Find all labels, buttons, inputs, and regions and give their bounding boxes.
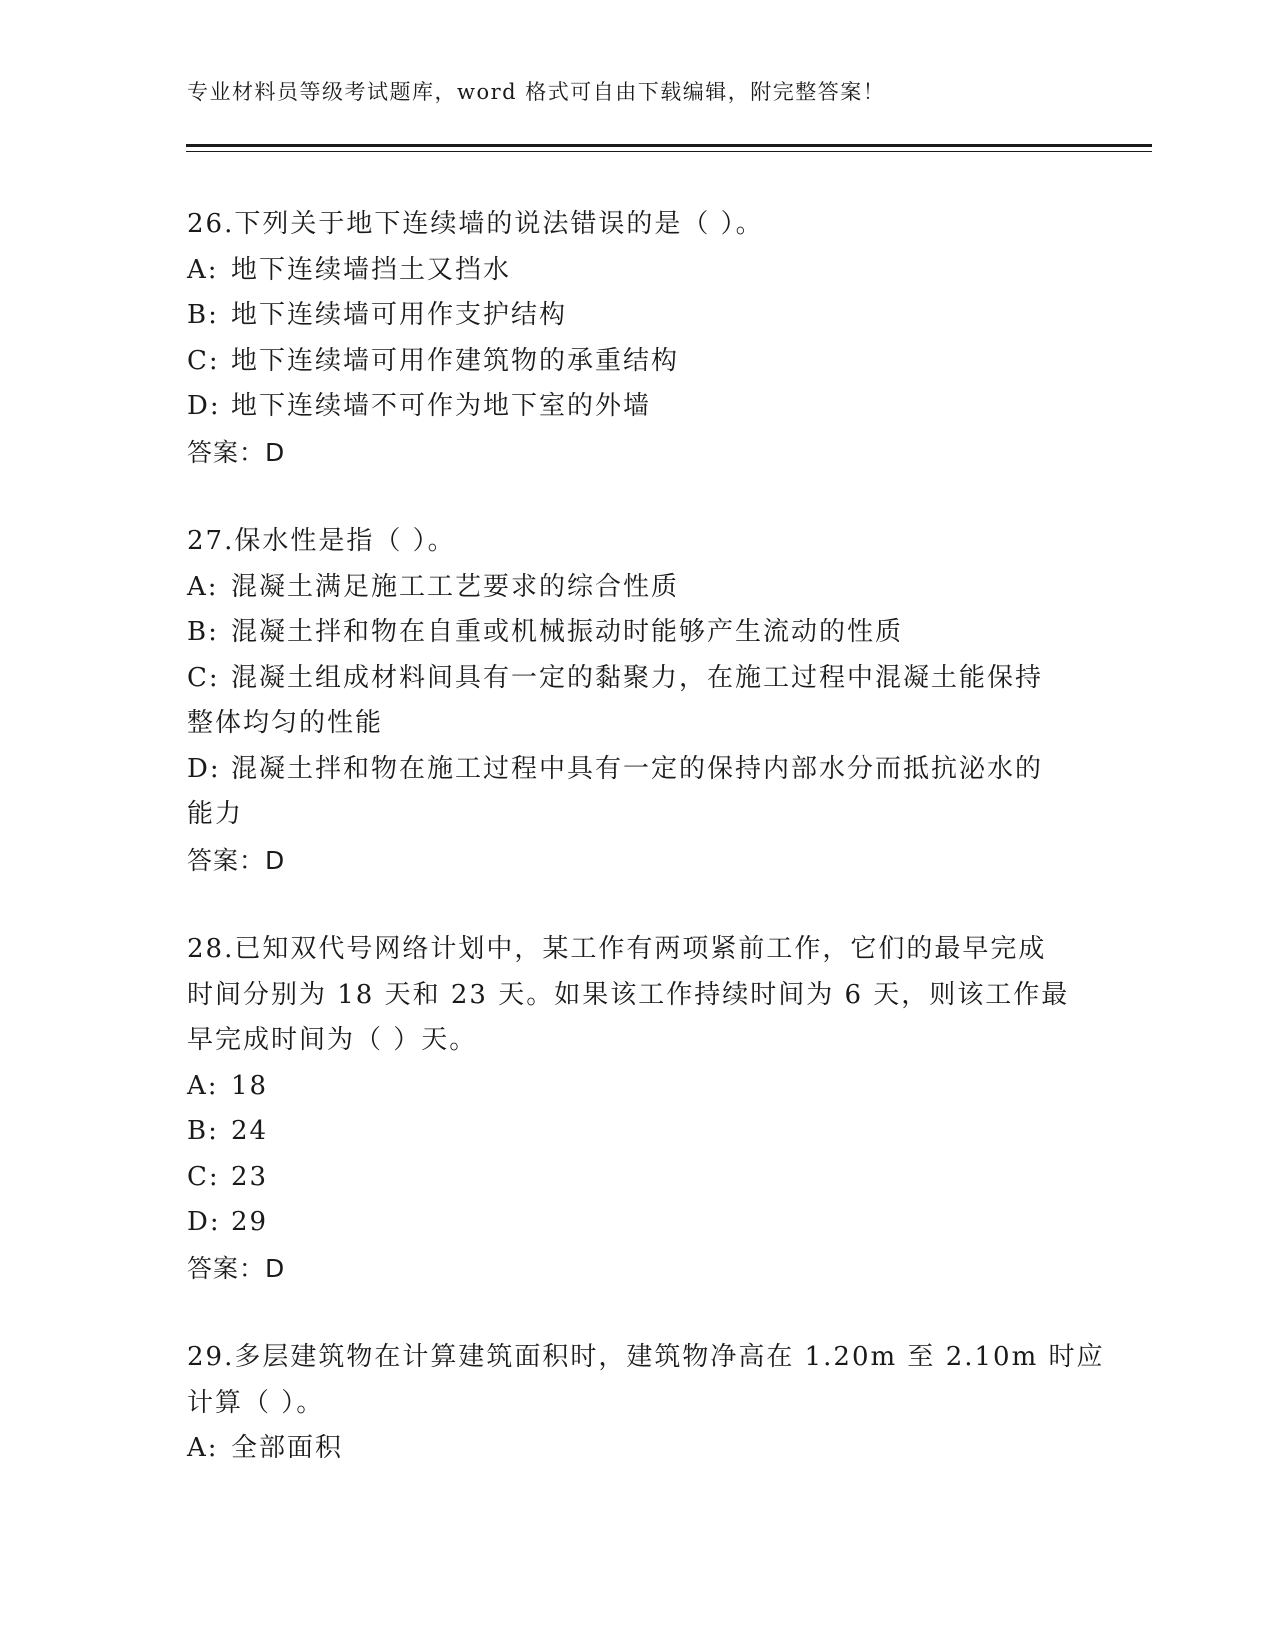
answer-label: 答案：D xyxy=(187,437,286,467)
question-stem: 27.保水性是指（ ）。 xyxy=(187,526,456,556)
option-d xyxy=(187,1200,1077,1246)
question-stem-continuation: 计算（ ）。 xyxy=(187,1387,325,1418)
question-26 xyxy=(187,202,1077,475)
option-text: 23 xyxy=(231,1161,269,1192)
question-28 xyxy=(187,927,1077,1291)
option-key: B: xyxy=(187,300,219,330)
option-b xyxy=(187,1109,1077,1155)
option-key: C: xyxy=(187,345,220,376)
option-c-continuation: 整体均匀的性能 xyxy=(187,708,384,738)
option-text: 地下连续墙挡土又挡水 xyxy=(231,254,512,285)
question-stem: 28.已知双代号网络计划中，某工作有两项紧前工作，它们的最早完成 xyxy=(187,934,1047,964)
option-key: A: xyxy=(187,1070,219,1101)
question-stem-continuation: 早完成时间为（ ）天。 xyxy=(187,1025,478,1055)
option-text: 全部面积 xyxy=(231,1433,344,1463)
option-key: A: xyxy=(187,254,219,285)
option-text: 地下连续墙可用作支护结构 xyxy=(231,300,568,330)
option-d-continuation: 能力 xyxy=(187,799,244,829)
option-d xyxy=(187,384,1077,430)
option-key: D: xyxy=(187,753,221,784)
option-key: D: xyxy=(187,1207,221,1237)
question-27 xyxy=(187,519,1077,883)
option-d xyxy=(187,747,1077,793)
page-header-text: 专业材料员等级考试题库，word 格式可自由下载编辑，附完整答案！ xyxy=(187,80,886,104)
option-text: 混凝土拌和物在施工过程中具有一定的保持内部水分而抵抗泌水的 xyxy=(231,753,1044,784)
option-c xyxy=(187,1155,1077,1201)
option-key: D: xyxy=(187,391,221,421)
option-text: 混凝土组成材料间具有一定的黏聚力，在施工过程中混凝土能保持 xyxy=(231,662,1044,693)
option-a xyxy=(187,248,1077,294)
question-stem: 26.下列关于地下连续墙的说法错误的是（ ）。 xyxy=(187,209,764,239)
answer-label: 答案：D xyxy=(187,845,286,875)
option-text: 混凝土拌和物在自重或机械振动时能够产生流动的性质 xyxy=(231,617,904,647)
option-text: 29 xyxy=(231,1207,269,1237)
option-a xyxy=(187,565,1077,611)
question-list xyxy=(187,202,1105,1516)
option-key: C: xyxy=(187,1161,220,1192)
option-key: B: xyxy=(187,1116,219,1146)
option-b xyxy=(187,293,1077,339)
option-b xyxy=(187,610,1077,656)
question-29 xyxy=(187,1335,1105,1472)
option-c xyxy=(187,656,1077,702)
option-c xyxy=(187,339,1077,385)
question-stem: 29.多层建筑物在计算建筑面积时，建筑物净高在 1.20m 至 2.10m 时应 xyxy=(187,1342,1105,1372)
option-text: 地下连续墙不可作为地下室的外墙 xyxy=(231,391,652,421)
option-key: A: xyxy=(187,1433,219,1463)
question-stem-continuation: 时间分别为 18 天和 23 天。如果该工作持续时间为 6 天，则该工作最 xyxy=(187,979,1070,1010)
option-text: 地下连续墙可用作建筑物的承重结构 xyxy=(231,345,680,376)
option-a xyxy=(187,1064,1077,1110)
option-text: 混凝土满足施工工艺要求的综合性质 xyxy=(231,571,680,602)
option-text: 18 xyxy=(231,1070,269,1101)
option-a xyxy=(187,1426,1077,1472)
option-key: A: xyxy=(187,571,219,602)
option-key: C: xyxy=(187,662,220,693)
header-divider xyxy=(186,144,1152,152)
option-key: B: xyxy=(187,617,219,647)
option-text: 24 xyxy=(231,1116,269,1146)
answer-label: 答案：D xyxy=(187,1253,286,1283)
